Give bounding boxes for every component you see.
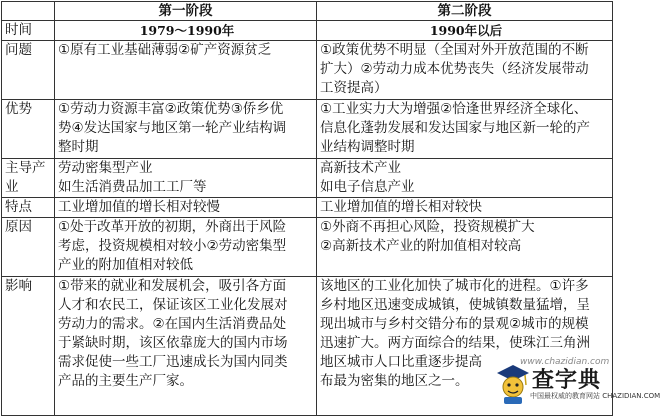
table-row bbox=[2, 159, 613, 198]
cell-line: 产品的主要生产厂家。 bbox=[58, 373, 193, 389]
cell-line: 于紧缺时期，该区依靠庞大的国内市场 bbox=[58, 335, 288, 351]
watermark-brand: 查字典 bbox=[532, 368, 602, 393]
row-label bbox=[2, 41, 55, 100]
cell-line: ①原有工业基础薄弱②矿产资源贫乏 bbox=[58, 42, 272, 58]
stage1-cell bbox=[55, 41, 317, 100]
stage2-cell bbox=[317, 198, 613, 218]
stage1-cell bbox=[55, 218, 317, 277]
cell-line: ①带来的就业和发展机会，吸引各方面 bbox=[58, 278, 287, 294]
cell-line: 布最为密集的地区之一。 bbox=[320, 373, 469, 389]
stage1-cell bbox=[55, 277, 317, 416]
cell-line: 乡村地区迅速变成城镇，使城镇数量猛增，呈 bbox=[320, 297, 590, 313]
cell-line: 工资提高） bbox=[320, 80, 388, 96]
cell-line: ①工业实力大为增强②恰逢世界经济全球化、 bbox=[320, 101, 588, 117]
cell-line: 工业增加值的增长相对较慢 bbox=[58, 199, 220, 215]
cell-line: 人才和农民工，保证该区工业化发展对 bbox=[58, 297, 288, 313]
row-label-text: 主导产 bbox=[5, 160, 46, 176]
cell-line: 1979～1990年 bbox=[139, 23, 235, 38]
watermark-url: www.chazidian.com bbox=[520, 357, 610, 367]
row-label bbox=[2, 159, 55, 198]
stage1-cell bbox=[55, 100, 317, 159]
row-label bbox=[2, 198, 55, 218]
cell-line: 高新技术产业 bbox=[320, 160, 401, 176]
cell-line: 需求促使一些工厂迅速成长为国内同类 bbox=[58, 354, 288, 370]
stage2-cell bbox=[317, 100, 613, 159]
watermark-logo bbox=[490, 357, 660, 413]
stage2-cell bbox=[317, 218, 613, 277]
row-label-text: 业 bbox=[5, 179, 19, 195]
row-label-text: 原因 bbox=[5, 219, 32, 235]
row-label-text: 影响 bbox=[5, 278, 32, 294]
table-row bbox=[2, 41, 613, 100]
mascot-icon bbox=[496, 363, 530, 405]
stage2-cell bbox=[317, 41, 613, 100]
comparison-table bbox=[1, 1, 613, 416]
cell-line: 现出城市与乡村交错分布的景观②城市的规模 bbox=[320, 316, 589, 332]
row-label-text: 问题 bbox=[5, 42, 32, 58]
row-label-text: 时间 bbox=[5, 22, 32, 38]
cell-line: 信息化蓬勃发展和发达国家与地区新一轮的产 bbox=[320, 120, 590, 136]
row-label bbox=[2, 21, 55, 41]
cell-line: 如生活消费品加工工厂等 bbox=[58, 179, 207, 195]
cell-line: 工业增加值的增长相对较快 bbox=[320, 199, 482, 215]
header-stage1: 第一阶段 bbox=[55, 2, 317, 21]
stage1-cell bbox=[55, 159, 317, 198]
cell-line: 产业的附加值相对较低 bbox=[58, 257, 193, 273]
cell-line: ①处于改革开放的初期，外商出于风险 bbox=[58, 219, 287, 235]
cell-line: 该地区的工业化加快了城市化的进程。①许多 bbox=[320, 278, 589, 294]
cell-line: 势④发达国家与地区第一轮产业结构调 bbox=[58, 120, 287, 136]
cell-line: 扩大）②劳动力成本优势丧失（经济发展带动 bbox=[320, 61, 589, 77]
row-label bbox=[2, 277, 55, 416]
cell-line: 如电子信息产业 bbox=[320, 179, 415, 195]
row-label bbox=[2, 100, 55, 159]
watermark-sub: 中国最权威的教育网站 CHAZIDIAN.COM bbox=[530, 392, 660, 400]
cell-line: 地区城市人口比重逐步提高 bbox=[320, 354, 482, 370]
cell-line: ②高新技术产业的附加值相对较高 bbox=[320, 238, 522, 254]
table-row bbox=[2, 100, 613, 159]
table-row bbox=[2, 218, 613, 277]
row-label bbox=[2, 218, 55, 277]
stage2-cell bbox=[317, 159, 613, 198]
cell-line: 考虑，投资规模相对较小②劳动密集型 bbox=[58, 238, 287, 254]
cell-line: 1990年以后 bbox=[429, 23, 503, 38]
header-row bbox=[2, 2, 613, 21]
header-blank bbox=[2, 2, 55, 21]
stage1-cell bbox=[55, 21, 317, 41]
table-row bbox=[2, 21, 613, 41]
cell-line: 劳动密集型产业 bbox=[58, 160, 153, 176]
stage1-cell bbox=[55, 198, 317, 218]
row-label-text: 优势 bbox=[5, 101, 32, 117]
cell-line: 业结构调整时期 bbox=[320, 139, 415, 155]
cell-line: 劳动力的需求。②在国内生活消费品处 bbox=[58, 316, 287, 332]
stage2-cell bbox=[317, 21, 613, 41]
cell-line: 整时期 bbox=[58, 139, 99, 155]
table-row bbox=[2, 198, 613, 218]
header-stage2: 第二阶段 bbox=[317, 2, 613, 21]
cell-line: ①外商不再担心风险，投资规模扩大 bbox=[320, 219, 535, 235]
cell-line: ①政策优势不明显（全国对外开放范围的不断 bbox=[320, 42, 589, 58]
row-label-text: 特点 bbox=[5, 199, 32, 215]
cell-line: ①劳动力资源丰富②政策优势③侨乡优 bbox=[58, 101, 284, 117]
cell-line: 迅速扩大。两方面综合的结果，使珠江三角洲 bbox=[320, 335, 590, 351]
